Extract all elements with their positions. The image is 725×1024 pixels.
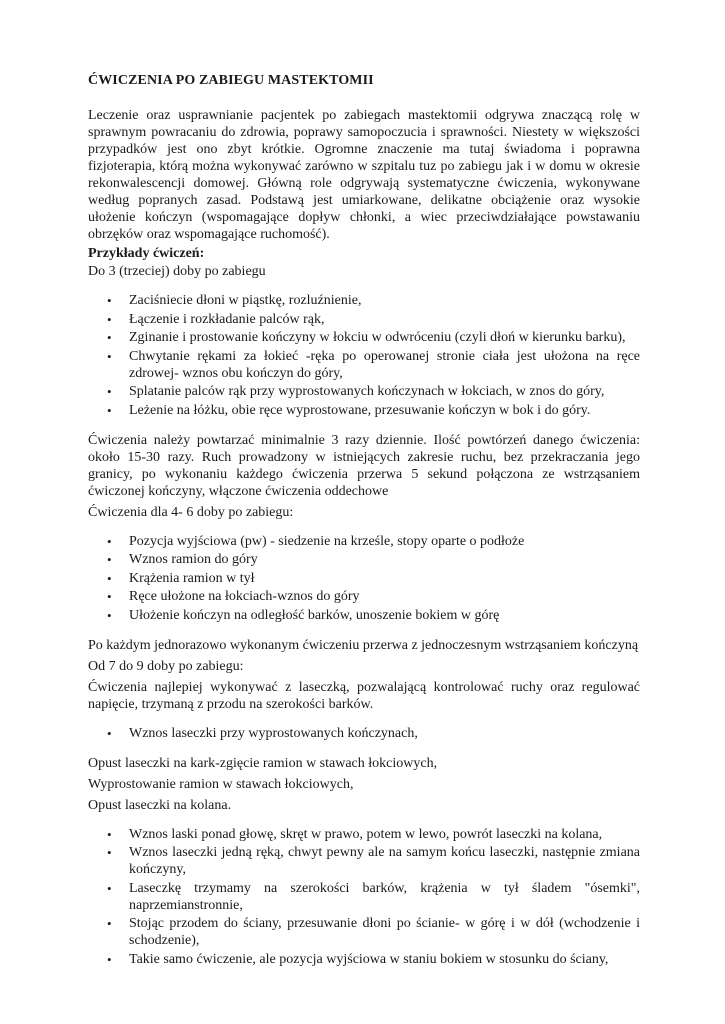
intro-paragraph: Leczenie oraz usprawnianie pacjentek po zabiegach mastektomii odgrywa znaczącą rolę w sprawnym powracaniu do zdrowia, poprawy samopoczucia i sprawności. Niestety w większości przypadków jest ono zbyt krótkie. Ogromne znaczenie ma tutaj świadoma i poprawna fizjoterapia, którą można wykonywać zarówno w szpitalu tuz po zabiegu jak i w domu w okresie rekonwalescencji domowej. Główną role odgrywają systematyczne ćwiczenia, wykonywane według popranych zasad. Podstawą jest umiarkowane, delikatne obciążenie oraz wysokie ułożenie kończyn (wspomagające dopływ chłonki, a wiec przeciwdziałające powstawaniu obrzęków oraz wspomagające ruchomość). bbox=[88, 108, 640, 242]
list-item: • Zginanie i prostowanie kończyny w łokciu w odwróceniu (czyli dłoń w kierunku barku), bbox=[88, 329, 640, 346]
list-item: • Wznos laseczki jedną ręką, chwyt pewny ale na samym końcu laseczki, następnie zmiana kończyny, bbox=[88, 844, 640, 878]
list-item: • Wznos laseczki przy wyprostowanych kończynach, bbox=[88, 725, 640, 742]
list-item: • Zaciśniecie dłoni w piąstkę, rozluźnienie, bbox=[88, 292, 640, 309]
list-item: • Splatanie palców rąk przy wyprostowanych kończynach w łokciach, w znos do góry, bbox=[88, 383, 640, 400]
list-item: • Stojąc przodem do ściany, przesuwanie dłoni po ścianie- w górę i w dół (wchodzenie i schodzenie), bbox=[88, 915, 640, 949]
document-title: ĆWICZENIA PO ZABIEGU MASTEKTOMII bbox=[88, 73, 374, 88]
section3-line: Wyprostowanie ramion w stawach łokciowych, bbox=[88, 776, 354, 792]
list-item: • Leżenie na łóżku, obie ręce wyprostowane, przesuwanie kończyn w bok i do góry. bbox=[88, 402, 640, 419]
list-item: • Pozycja wyjściowa (pw) - siedzenie na krześle, stopy oparte o podłoże bbox=[88, 533, 640, 550]
section2-label: Ćwiczenia dla 4- 6 doby po zabiegu: bbox=[88, 504, 294, 520]
section3-line: Opust laseczki na kolana. bbox=[88, 797, 232, 813]
list-item: • Takie samo ćwiczenie, ale pozycja wyjściowa w staniu bokiem w stosunku do ściany, bbox=[88, 951, 640, 968]
section1-list bbox=[88, 292, 640, 419]
section3-list-a bbox=[88, 725, 640, 742]
list-item: • Wznos ramion do góry bbox=[88, 551, 640, 568]
section2-note: Po każdym jednorazowo wykonanym ćwiczeniu przerwa z jednoczesnym wstrząsaniem kończyną bbox=[88, 637, 639, 653]
section3-label: Od 7 do 9 doby po zabiegu: bbox=[88, 658, 244, 674]
list-item: • Krążenia ramion w tył bbox=[88, 570, 640, 587]
list-item: • Ręce ułożone na łokciach-wznos do góry bbox=[88, 588, 640, 605]
section3-line: Opust laseczki na kark-zgięcie ramion w stawach łokciowych, bbox=[88, 755, 438, 771]
document-page bbox=[88, 72, 640, 981]
list-item: • Chwytanie rękami za łokieć -ręka po operowanej stronie ciała jest ułożona na ręce zdrowej- wznos obu kończyn do góry, bbox=[88, 348, 640, 382]
list-item: • Łączenie i rozkładanie palców rąk, bbox=[88, 311, 640, 328]
list-item: • Ułożenie kończyn na odległość barków, unoszenie bokiem w górę bbox=[88, 607, 640, 624]
section3-intro: Ćwiczenia najlepiej wykonywać z laseczką, pozwalającą kontrolować ruchy oraz regulować napięcie, trzymaną z przodu na szerokości barków. bbox=[88, 679, 640, 712]
examples-heading: Przykłady ćwiczeń: bbox=[88, 246, 205, 261]
section2-list bbox=[88, 533, 640, 624]
section3-list-b bbox=[88, 826, 640, 968]
section1-label: Do 3 (trzeciej) doby po zabiegu bbox=[88, 264, 266, 279]
list-item: • Laseczkę trzymamy na szerokości barków, krążenia w tył śladem "ósemki", naprzemianstronnie, bbox=[88, 880, 640, 914]
section1-note: Ćwiczenia należy powtarzać minimalnie 3 razy dziennie. Ilość powtórzeń danego ćwiczenia: około 15-30 razy. Ruch prowadzony w istniejących zakresie ruchu, bez przekraczania jego granicy, po wykonaniu każdego ćwiczenia przerwa 5 sekund połączona ze wstrząsaniem ćwiczonej kończyny, włączone ćwiczenia oddechowe bbox=[88, 432, 640, 499]
list-item: • Wznos laski ponad głowę, skręt w prawo, potem w lewo, powrót laseczki na kolana, bbox=[88, 826, 640, 843]
